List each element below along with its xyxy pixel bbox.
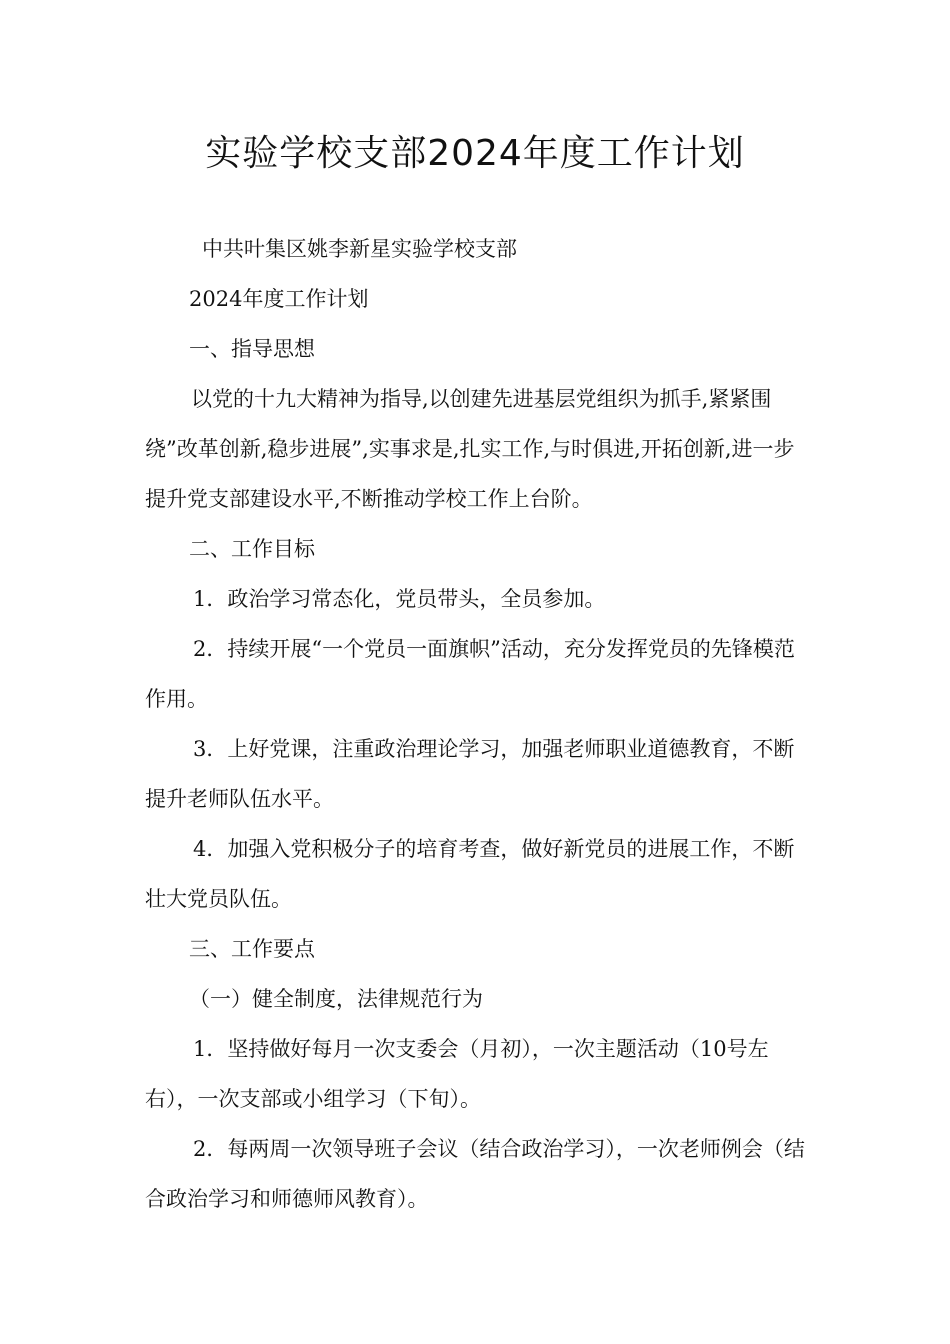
section-heading-work-goals: 二、工作目标 (189, 537, 315, 561)
paragraph-organization: 中共叶集区姚李新星实验学校支部 (202, 237, 517, 261)
paragraph-guiding-ideology: 以党的十九大精神为指导,以创建先进基层党组织为抓手,紧紧围绕”改革创新,稳步进展”,实事求是,扎实工作,与时俱进,开拓创新,进一步提升党支部建设水平,不断推动学校工作上台阶。 (145, 387, 795, 511)
subsection-heading-system: （一）健全制度，法律规范行为 (189, 987, 483, 1011)
paragraph-subtitle: 2024年度工作计划 (189, 287, 369, 311)
section-heading-work-points: 三、工作要点 (189, 937, 315, 961)
document-title: 实验学校支部2024年度工作计划 (205, 133, 745, 174)
goal-item-2: 2．持续开展“一个党员一面旗帜”活动，充分发挥党员的先锋模范作用。 (145, 637, 795, 711)
goal-item-1: 1．政治学习常态化，党员带头，全员参加。 (193, 587, 606, 611)
section-heading-guiding-ideology: 一、指导思想 (189, 337, 315, 361)
point-item-1: 1．坚持做好每月一次支委会（月初），一次主题活动（10号左右），一次支部或小组学习（下旬）。 (145, 1037, 769, 1111)
goal-item-4: 4．加强入党积极分子的培育考查，做好新党员的进展工作，不断壮大党员队伍。 (145, 837, 795, 911)
document-body (145, 224, 809, 1224)
point-item-2: 2．每两周一次领导班子会议（结合政治学习），一次老师例会（结合政治学习和师德师风教育）。 (145, 1137, 805, 1211)
goal-item-3: 3．上好党课，注重政治理论学习，加强老师职业道德教育，不断提升老师队伍水平。 (145, 737, 795, 811)
